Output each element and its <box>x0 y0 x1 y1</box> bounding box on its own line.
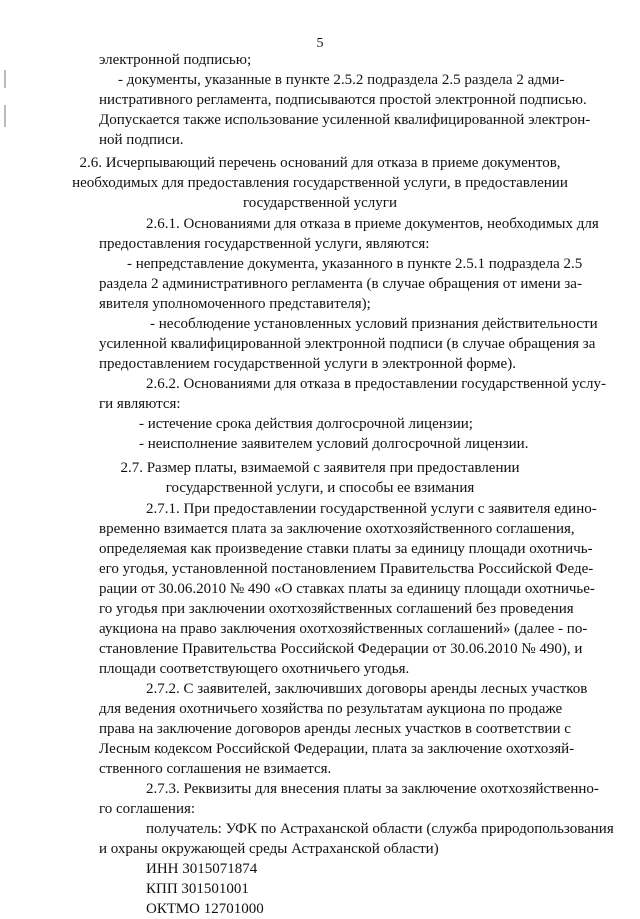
text-line: - истечение срока действия долгосрочной лицензии; <box>139 416 473 432</box>
margin-mark <box>4 70 6 88</box>
text-line: предоставлением государственной услуги в электронной форме). <box>99 356 516 372</box>
text-line: Допускается также использование усиленной квалифицированной электрон- <box>99 112 591 128</box>
text-line: усиленной квалифицированной электронной подписи (в случае обращения за <box>99 336 596 352</box>
section-heading-line: 2.6. Исчерпывающий перечень оснований для отказа в приеме документов, <box>79 155 561 171</box>
text-line: аукциона на право заключения охотхозяйственных соглашений» (далее - по- <box>99 621 588 637</box>
text-line: 2.7.3. Реквизиты для внесения платы за заключение охотхозяйственно- <box>146 781 599 797</box>
text-line: - непредставление документа, указанного в пункте 2.5.1 подраздела 2.5 <box>127 256 583 272</box>
text-line: го угодья при заключении охотхозяйственных соглашений без проведения <box>99 601 574 617</box>
section-heading-line: государственной услуги, и способы ее взимания <box>165 480 475 496</box>
text-line: временно взимается плата за заключение охотхозяйственного соглашения, <box>99 521 575 537</box>
text-line: ственного соглашения не взимается. <box>99 761 332 777</box>
text-line: 2.6.1. Основаниями для отказа в приеме документов, необходимых для <box>146 216 599 232</box>
text-line: площади соответствующего охотничьего угодья. <box>99 661 410 677</box>
text-line: Лесным кодексом Российской Федерации, плата за заключение охотхозяй- <box>99 741 575 757</box>
text-line: ИНН 3015071874 <box>146 861 258 877</box>
text-line: ОКТМО 12701000 <box>146 901 264 917</box>
section-heading-line: 2.7. Размер платы, взимаемой с заявителя при предоставлении <box>120 460 520 476</box>
text-line: го соглашения: <box>99 801 196 817</box>
text-line: раздела 2 административного регламента (в случае обращения от имени за- <box>99 276 582 292</box>
text-line: права на заключение договоров аренды лесных участков в соответствии с <box>99 721 571 737</box>
section-heading-line: необходимых для предоставления государственной услуги, в предоставлении <box>72 175 568 191</box>
text-line: его угодья, установленной постановлением Правительства Российской Феде- <box>99 561 594 577</box>
section-heading-line: государственной услуги <box>243 195 397 211</box>
text-line: явителя уполномоченного представителя); <box>99 296 371 312</box>
text-line: определяемая как произведение ставки платы за единицу площади охотничь- <box>99 541 593 557</box>
text-line: 2.7.2. С заявителей, заключивших договоры аренды лесных участков <box>146 681 588 697</box>
text-line: рации от 30.06.2010 № 490 «О ставках платы за единицу площади охотничье- <box>99 581 595 597</box>
text-line: 2.7.1. При предоставлении государственной услуги с заявителя едино- <box>146 501 597 517</box>
text-line: КПП 301501001 <box>146 881 249 897</box>
text-line: - неисполнение заявителем условий долгосрочной лицензии. <box>139 436 529 452</box>
text-line: - несоблюдение установленных условий признания действительности <box>150 316 598 332</box>
margin-mark <box>4 105 6 127</box>
text-line: - документы, указанные в пункте 2.5.2 подраздела 2.5 раздела 2 адми- <box>118 72 565 88</box>
text-line: и охраны окружающей среды Астраханской области) <box>99 841 439 857</box>
text-line: получатель: УФК по Астраханской области (служба природопользования <box>146 821 614 837</box>
text-line: электронной подписью; <box>99 52 252 68</box>
text-line: предоставления государственной услуги, являются: <box>99 236 430 252</box>
text-line: ной подписи. <box>99 132 184 148</box>
text-line: становление Правительства Российской Федерации от 30.06.2010 № 490), и <box>99 641 583 657</box>
text-line: нистративного регламента, подписываются простой электронной подписью. <box>99 92 587 108</box>
text-line: 2.6.2. Основаниями для отказа в предоставлении государственной услу- <box>146 376 606 392</box>
text-line: для ведения охотничьего хозяйства по результатам аукциона по продаже <box>99 701 563 717</box>
text-line: ги являются: <box>99 396 181 412</box>
page-number: 5 <box>316 36 324 51</box>
